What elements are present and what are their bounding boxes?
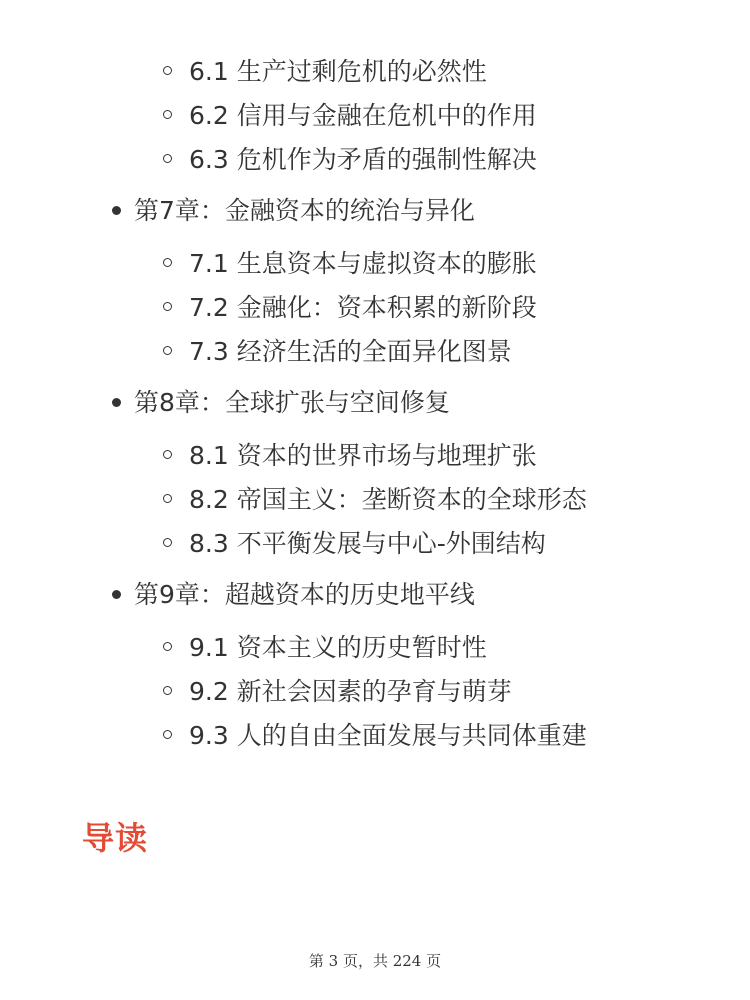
toc-item-label: 6.1 生产过剩危机的必然性 (189, 57, 487, 86)
toc-chapter-item (0, 381, 750, 425)
toc-item-label: 8.2 帝国主义：垄断资本的全球形态 (189, 485, 587, 514)
toc-section-item (0, 434, 750, 478)
bullet-circle-icon (163, 686, 172, 695)
bullet-disc-icon (112, 206, 121, 215)
toc-section-item (0, 714, 750, 758)
bullet-circle-icon (163, 450, 172, 459)
bullet-circle-icon (163, 642, 172, 651)
table-of-contents (0, 50, 750, 758)
toc-item-label: 7.1 生息资本与虚拟资本的膨胀 (189, 249, 537, 278)
bullet-disc-icon (112, 590, 121, 599)
toc-section-item (0, 138, 750, 182)
page-footer: 第 3 页，共 224 页 (308, 952, 442, 970)
toc-item-label: 7.2 金融化：资本积累的新阶段 (189, 293, 537, 322)
toc-chapter-item (0, 189, 750, 233)
toc-section-item (0, 626, 750, 670)
toc-item-label: 9.1 资本主义的历史暂时性 (189, 633, 487, 662)
toc-item-label: 第7章：金融资本的统治与异化 (134, 196, 475, 225)
section-heading: 导读 (82, 819, 149, 857)
toc-item-label: 6.2 信用与金融在危机中的作用 (189, 101, 537, 130)
toc-item-label: 8.1 资本的世界市场与地理扩张 (189, 441, 537, 470)
toc-item-label: 7.3 经济生活的全面异化图景 (189, 337, 512, 366)
toc-item-label: 第9章：超越资本的历史地平线 (134, 580, 475, 609)
toc-item-label: 9.3 人的自由全面发展与共同体重建 (189, 721, 587, 750)
bullet-circle-icon (163, 154, 172, 163)
bullet-circle-icon (163, 730, 172, 739)
toc-section-item (0, 94, 750, 138)
toc-item-label: 第8章：全球扩张与空间修复 (134, 388, 450, 417)
toc-section-item (0, 478, 750, 522)
toc-item-label: 6.3 危机作为矛盾的强制性解决 (189, 145, 537, 174)
bullet-circle-icon (163, 258, 172, 267)
bullet-circle-icon (163, 66, 172, 75)
bullet-circle-icon (163, 494, 172, 503)
toc-item-label: 9.2 新社会因素的孕育与萌芽 (189, 677, 512, 706)
toc-section-item (0, 50, 750, 94)
bullet-circle-icon (163, 538, 172, 547)
bullet-circle-icon (163, 110, 172, 119)
toc-item-label: 8.3 不平衡发展与中心-外围结构 (189, 529, 546, 558)
toc-section-item (0, 242, 750, 286)
toc-section-item (0, 286, 750, 330)
toc-section-item (0, 522, 750, 566)
toc-section-item (0, 670, 750, 714)
bullet-disc-icon (112, 398, 121, 407)
toc-chapter-item (0, 573, 750, 617)
bullet-circle-icon (163, 302, 172, 311)
bullet-circle-icon (163, 346, 172, 355)
toc-section-item (0, 330, 750, 374)
